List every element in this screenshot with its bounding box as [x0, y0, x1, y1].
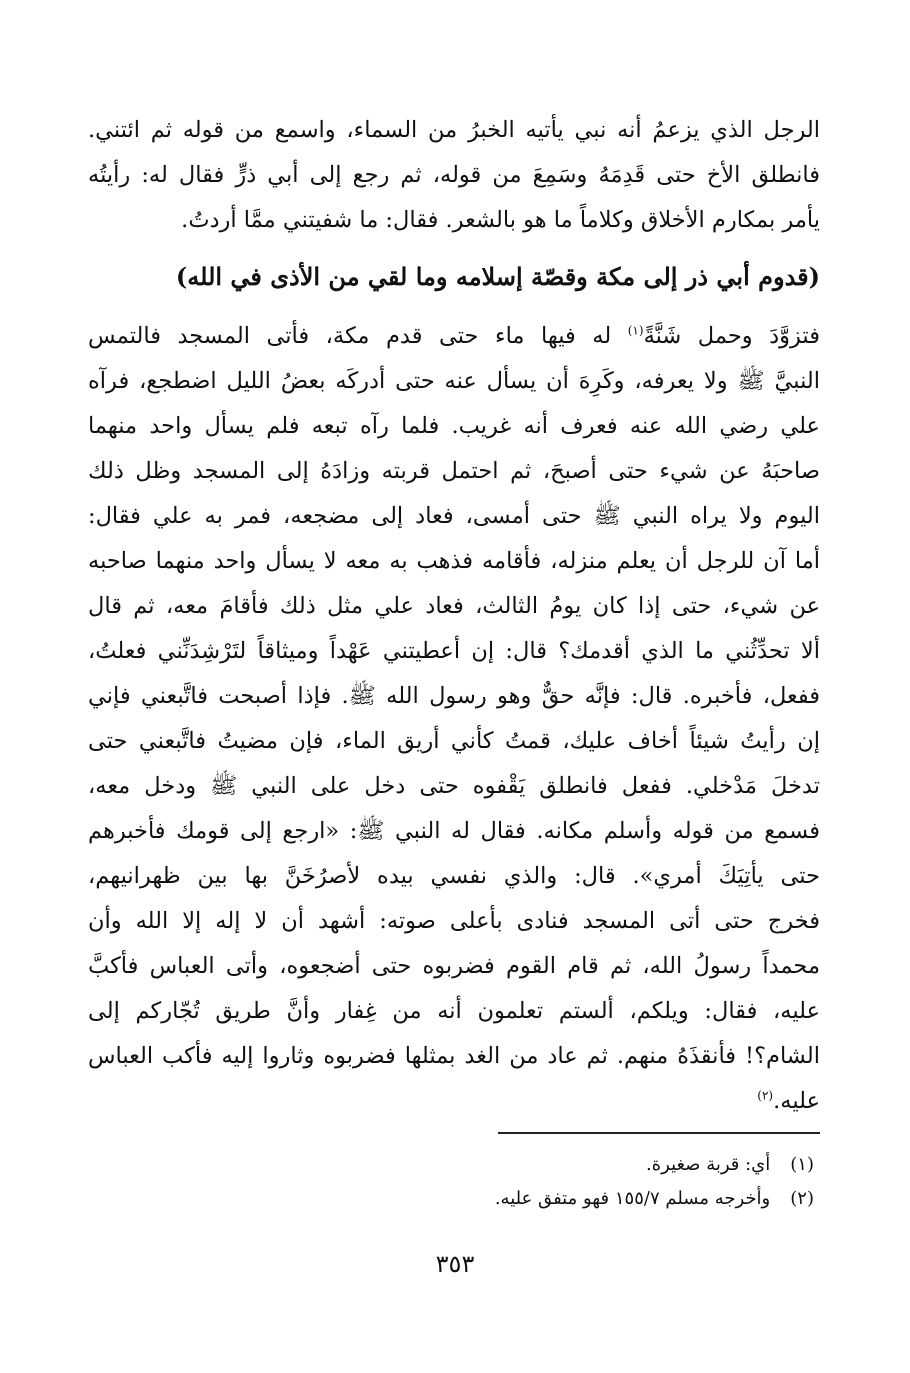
body-line: صاحبَهُ عن شيء حتى أصبحَ، ثم احتمل قربته وزادَهُ إلى المسجد وظل ذلك: [88, 458, 820, 484]
footnote-text: أي: قربة صغيرة.: [645, 1154, 771, 1175]
body-line: عليه، فقال: ويلكم، ألستم تعلمون أنه من غِفار وأنَّ طريق تُجّاركم إلى: [88, 998, 820, 1024]
body-line: ففعل، فأخبره. قال: فإنَّه حقٌّ وهو رسول الله ﷺ. فإذا أصبحت فاتَّبعني فإني: [88, 683, 820, 709]
body-line: حتى يأتِيَكَ أمري». قال: والذي نفسي بيده لأصرُخَنَّ بها بين ظهرانيهم،: [88, 863, 820, 889]
body-line: فخرج حتى أتى المسجد فنادى بأعلى صوته: أشهد أن لا إله إلا الله وأن: [88, 908, 820, 934]
body-line: عن شيء، حتى إذا كان يومُ الثالث، فعاد علي مثل ذلك فأقامَ معه، ثم قال: [88, 593, 820, 619]
footnote-ref: (٢): [757, 1088, 774, 1103]
intro-line: يأمر بمكارم الأخلاق وكلاماً ما هو بالشعر. فقال: ما شفيتني ممَّا أردتُ.: [181, 207, 820, 233]
body-last-text: عليه.: [773, 1088, 820, 1114]
footnotes: [114, 1148, 814, 1216]
body-line: فسمع من قوله وأسلم مكانه. فقال له النبي ﷺ: «ارجع إلى قومك فأخبرهم: [88, 818, 820, 844]
footnote-number: (٢): [790, 1188, 814, 1209]
page-number: ٣٥٣: [435, 1250, 475, 1278]
footnote-item: [114, 1182, 814, 1216]
body-line: الشام؟! فأنقذَهُ منهم. ثم عاد من الغد بمثلها فضربوه وثاروا إليه فأكب العباس: [88, 1043, 820, 1069]
body-line: [88, 314, 820, 359]
body-line: أما آن للرجل أن يعلم منزله، فأقامه فذهب به معه لا يسأل واحد منهما صاحبه: [88, 548, 820, 574]
body-line: تدخلَ مَدْخلي. ففعل فانطلق يَقْفوه حتى دخل على النبي ﷺ ودخل معه،: [88, 773, 820, 799]
section-heading: (قدوم أبي ذر إلى مكة وقصّة إسلامه وما لقي من الأذى في الله): [175, 262, 820, 291]
intro-paragraph: [88, 108, 820, 243]
body-line: ألا تحدِّثُني ما الذي أقدمك؟ قال: إن أعطيتني عَهْداً وميثاقاً لتَرْشِدَنِّني فعلتُ،: [88, 638, 820, 664]
footnote-number: (١): [790, 1154, 814, 1175]
footnote-item: [114, 1148, 814, 1182]
body-line: محمداً رسولُ الله، ثم قام القوم فضربوه حتى أضجعوه، وأتى العباس فأكبَّ: [88, 953, 820, 979]
body-line: [88, 1079, 820, 1124]
footnote-ref: (١): [627, 323, 644, 338]
body-line-end: له فيها ماء حتى قدم مكة، فأتى المسجد فالتمس: [88, 323, 628, 349]
footnote-text: وأخرجه مسلم ١٥٥/٧ فهو متفق عليه.: [494, 1188, 771, 1209]
body-line: إن رأيتُ شيئاً أخاف عليك، قمتُ كأني أريق الماء، فإن مضيتُ فاتَّبعني حتى: [88, 728, 820, 754]
footnote-divider: [498, 1132, 820, 1134]
intro-line: فانطلق الأخ حتى قَدِمَهُ وسَمِعَ من قوله، ثم رجع إلى أبي ذرٍّ فقال له: رأيتُه: [88, 162, 820, 188]
body-line: علي رضي الله عنه فعرف أنه غريب. فلما رآه تبعه فلم يسأل واحد منهما: [88, 413, 820, 439]
intro-line: الرجل الذي يزعمُ أنه نبي يأتيه الخبرُ من السماء، واسمع من قوله ثم ائتني.: [88, 117, 820, 143]
body-paragraph: [88, 314, 820, 1124]
body-line: اليوم ولا يراه النبي ﷺ حتى أمسى، فعاد إلى مضجعه، فمر به علي فقال:: [88, 503, 820, 529]
body-line-start: فتزوَّدَ وحمل شَنَّةً: [643, 323, 820, 349]
body-line: النبيَّ ﷺ ولا يعرفه، وكَرِهَ أن يسأل عنه حتى أدركَه بعضُ الليل اضطجع، فرآه: [88, 368, 820, 394]
